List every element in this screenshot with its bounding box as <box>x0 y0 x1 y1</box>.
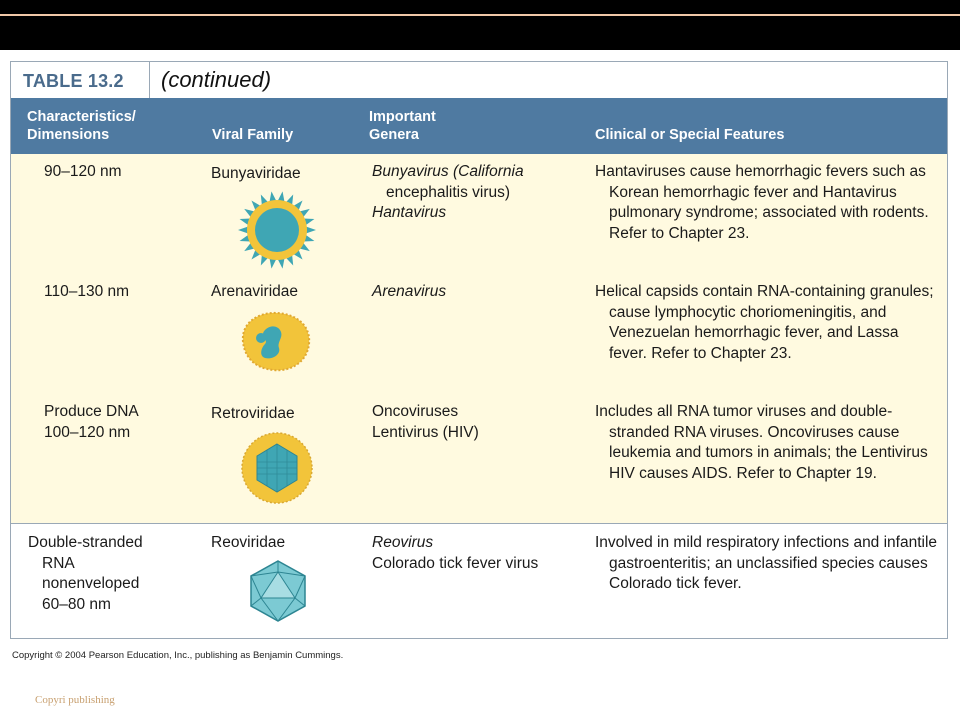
row1-genus-1-cont: encephalitis virus) <box>386 183 511 201</box>
row1-genus-2: Hantavirus <box>372 204 447 221</box>
row2-dimensions <box>44 282 129 303</box>
row4-dimension-line2: RNA <box>42 554 75 572</box>
copyright-notice: Copyright © 2004 Pearson Education, Inc., publishing as Benjamin Cummings. <box>12 650 344 661</box>
row3-genus-1: Oncoviruses <box>372 403 459 420</box>
row3-dimension-line2: 100–120 nm <box>44 423 131 441</box>
row3-family: Retroviridae <box>211 405 295 422</box>
virus-spike <box>306 227 316 234</box>
table-subtitle: (continued) <box>161 67 272 92</box>
table-13-2 <box>10 61 948 639</box>
row3-genus-2: Lentivirus (HIV) <box>372 423 479 441</box>
table-title-row <box>11 62 947 99</box>
row1-features: Hantaviruses cause hemorrhagic fevers such as Korean hemorrhagic fever and Hantavirus pulmonary syndrome; associated with rodents. Refer to Chapter 23. <box>595 163 929 242</box>
header-viral-family: Viral Family <box>212 127 294 143</box>
row3-dimensions <box>44 402 139 443</box>
header-genera-line2: Genera <box>369 127 419 143</box>
row3-genera <box>372 402 479 443</box>
top-accent-line <box>0 14 960 16</box>
retrovirus-icon <box>239 430 315 506</box>
header-dimensions <box>27 108 136 144</box>
row4-dimension-line3: nonenveloped <box>42 575 140 592</box>
row1-dimension-line: 90–120 nm <box>44 163 122 180</box>
row2-dimension-line: 110–130 nm <box>44 283 130 300</box>
row4-dimension-line4: 60–80 nm <box>42 595 111 613</box>
reovirus-icon <box>245 558 311 624</box>
top-bar <box>0 0 960 50</box>
table-label: TABLE 13.2 <box>23 71 124 91</box>
row2-genus: Arenavirus <box>372 283 447 300</box>
row1-dimensions <box>44 162 122 183</box>
title-divider <box>149 62 150 98</box>
row3-dimension-line1: Produce DNA <box>44 403 139 420</box>
row4-features: Involved in mild respiratory infections and infantile gastroenteritis; an unclassified species causes Colorado tick fever. <box>595 534 938 592</box>
virus-spike <box>238 227 248 234</box>
header-features: Clinical or Special Features <box>595 127 785 143</box>
row4-dimensions <box>28 533 143 615</box>
header-genera-line1: Important <box>369 109 436 125</box>
row1-genera <box>372 162 524 224</box>
row1-genus-1: Bunyavirus (California <box>372 163 524 180</box>
row4-genera <box>372 533 538 574</box>
header-genera <box>369 108 436 144</box>
slide-footer: Copyri publishing <box>35 694 115 706</box>
row2-features: Helical capsids contain RNA-containing granules; cause lymphocytic choriomeningitis, and Venezuelan hemorrhagic fever, and Lassa fever. Refer to Chapter 23. <box>595 283 934 362</box>
row4-genus-2: Colorado tick fever virus <box>372 554 539 572</box>
row4-dimension-line1: Double-stranded <box>28 534 143 551</box>
header-dimensions-line2: Dimensions <box>27 127 110 143</box>
row4-family: Reoviridae <box>211 534 286 551</box>
bunyavirus-icon <box>237 190 317 270</box>
header-dimensions-line1: Characteristics/ <box>27 109 136 125</box>
table-header-row <box>11 98 947 154</box>
arenavirus-icon <box>235 308 315 374</box>
row4-genus-1: Reovirus <box>372 534 434 551</box>
row3-features: Includes all RNA tumor viruses and double-stranded RNA viruses. Oncoviruses cause leukemia and tumors in animals; the Lentivirus HIV causes AIDS. Refer to Chapter 19. <box>595 403 928 482</box>
row1-family: Bunyaviridae <box>211 165 301 182</box>
row2-family: Arenaviridae <box>211 283 299 300</box>
